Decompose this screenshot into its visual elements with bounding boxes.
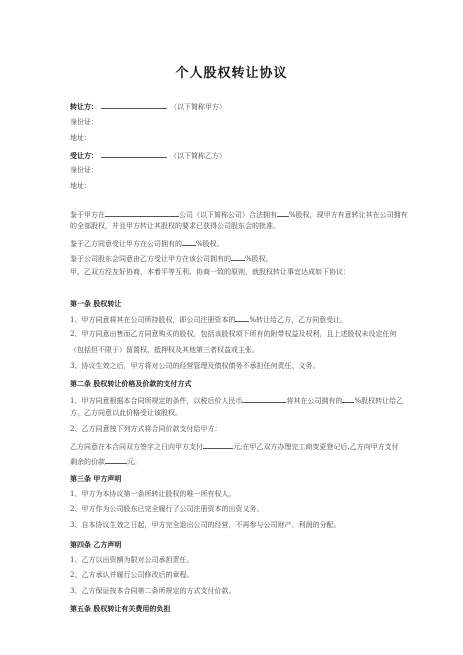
transferee-address-line: 地址：: [70, 182, 91, 190]
article-2-item-3-text-a: 乙方同意在本合同双方签字之日向甲方支付: [70, 443, 203, 451]
article-2-item-3-text-c: 剩余的价款: [70, 458, 105, 466]
preamble-2-text-a: 鉴于乙方同意受让甲方在公司拥有的: [70, 240, 182, 248]
preamble-1-text-c: %股权，现甲方有意转让其在公司拥有: [289, 211, 408, 219]
article-2-item-3-text-b: 元;在甲乙双方办理完工商变更登记后,乙方向甲方支付: [233, 443, 399, 451]
article-2-item-1-text-c: %股权转让给乙: [354, 397, 404, 405]
preamble-1-text-a: 鉴于甲方在: [70, 211, 105, 219]
article-1-heading: 第一条 股权转让: [70, 299, 122, 308]
first-payment-blank: [203, 441, 233, 449]
preamble-3: [70, 253, 273, 264]
preamble-2-text-b: %股权。: [196, 240, 224, 248]
transferor-id-line: 身份证：: [70, 118, 98, 126]
article-4-heading: 第四条 乙方声明: [70, 540, 122, 549]
transferor-address-line: 地址：: [70, 134, 91, 142]
transferor-label: 转让方：: [70, 102, 98, 111]
article-2-item-1-text-b: 将其在公司拥有的: [286, 397, 343, 405]
transferee-line: [70, 150, 226, 161]
preamble-4: 甲、乙双方经友好协商，本着平等互利、协商一致的原则，就股权转让事宜达成如下协议：: [70, 268, 350, 276]
transferor-note: （以下简称甲方）: [170, 103, 226, 111]
article-5-heading: 第五条 股权转让有关费用的负担: [70, 604, 171, 613]
company-name-blank: [105, 209, 179, 217]
article-1-item-1-text-b: %转让给乙方，乙方同意受让。: [249, 316, 348, 324]
transferee-note: （以下简称乙方）: [170, 152, 226, 160]
share-percent-blank: [277, 209, 289, 217]
article-1-item-3: 3、协议生效之后，甲方将对公司的经营管理及债权债务不承担任何责任、义务。: [70, 362, 320, 370]
article-2-percent-blank: [342, 395, 354, 403]
transferee-blank: [101, 150, 167, 158]
preamble-2-blank: [182, 238, 196, 246]
article-1-item-2: 2、甲方同意出售而乙方同意购买的股权，包括该股权项下所有的附带权益及权利，且上述股权未设定任何: [70, 330, 397, 338]
preamble-1-text-b: 公司（以下简称公司）合法拥有: [179, 211, 277, 219]
article-3-item-1: 1、甲方为本协议第一条所转让股权的唯一所有权人。: [70, 490, 236, 498]
transferee-label: 受让方：: [70, 151, 98, 160]
article-1-item-1-text-a: 1、甲方同意将其在公司所持股权，即公司注册资本的: [70, 316, 236, 324]
article-3-heading: 第三条 甲方声明: [70, 474, 122, 483]
transferee-id-line: 身份证：: [70, 166, 98, 174]
article-1-item-2-cont: （包括但不限于）留置权、抵押权及其他第三者权益或主张。: [70, 346, 259, 354]
article-3-item-2: 2、甲方作为公司股东已完全履行了公司注册资本的出资义务。: [70, 505, 264, 513]
price-blank: [242, 395, 286, 403]
article-2-item-3-cont: [70, 456, 141, 467]
preamble-1-cont: 的全部股权，并且甲方转让其股权的要求已获得公司股东会的批准。: [70, 222, 280, 230]
article-2-heading: 第二条 股权转让价格及价款的支付方式: [70, 379, 192, 388]
preamble-3-blank: [231, 253, 245, 261]
preamble-3-text-b: %股权。: [245, 255, 273, 263]
article-2-item-2: 2、乙方同意按下列方式将合同价款支付给甲方：: [70, 425, 222, 433]
preamble-1: [70, 209, 408, 220]
article-2-item-3: [70, 441, 399, 452]
remaining-payment-blank: [105, 456, 127, 464]
article-2-item-1-cont: 方，乙方同意以此价格受让该股权。: [70, 409, 182, 417]
article-1-item-1: [70, 314, 347, 325]
document-title: 个人股权转让协议: [175, 66, 288, 81]
article-2-item-1-text-a: 1、甲方同意根据本合同所规定的条件，以税后价人民币: [70, 397, 243, 405]
article-4-item-2: 2、乙方承认并履行公司修改后的章程。: [70, 571, 194, 579]
article-3-item-3: 3、自本协议生效之日起，甲方完全退出公司的经营，不再参与公司财产、利润的分配。: [70, 521, 341, 529]
article-2-item-1: [70, 395, 403, 406]
transferor-line: [70, 101, 226, 112]
article-1-percent-blank: [235, 314, 249, 322]
article-4-item-1: 1、乙方以出资额为限对公司承担责任。: [70, 556, 194, 564]
article-4-item-3: 3、乙方保证按本合同第二条所规定的方式支付价款。: [70, 587, 236, 595]
transferor-blank: [101, 101, 167, 109]
article-2-item-3-text-d: 元。: [127, 458, 141, 466]
preamble-2: [70, 238, 224, 249]
preamble-3-text-a: 鉴于公司股东会同意由乙方受让甲方在该公司拥有的: [70, 255, 231, 263]
